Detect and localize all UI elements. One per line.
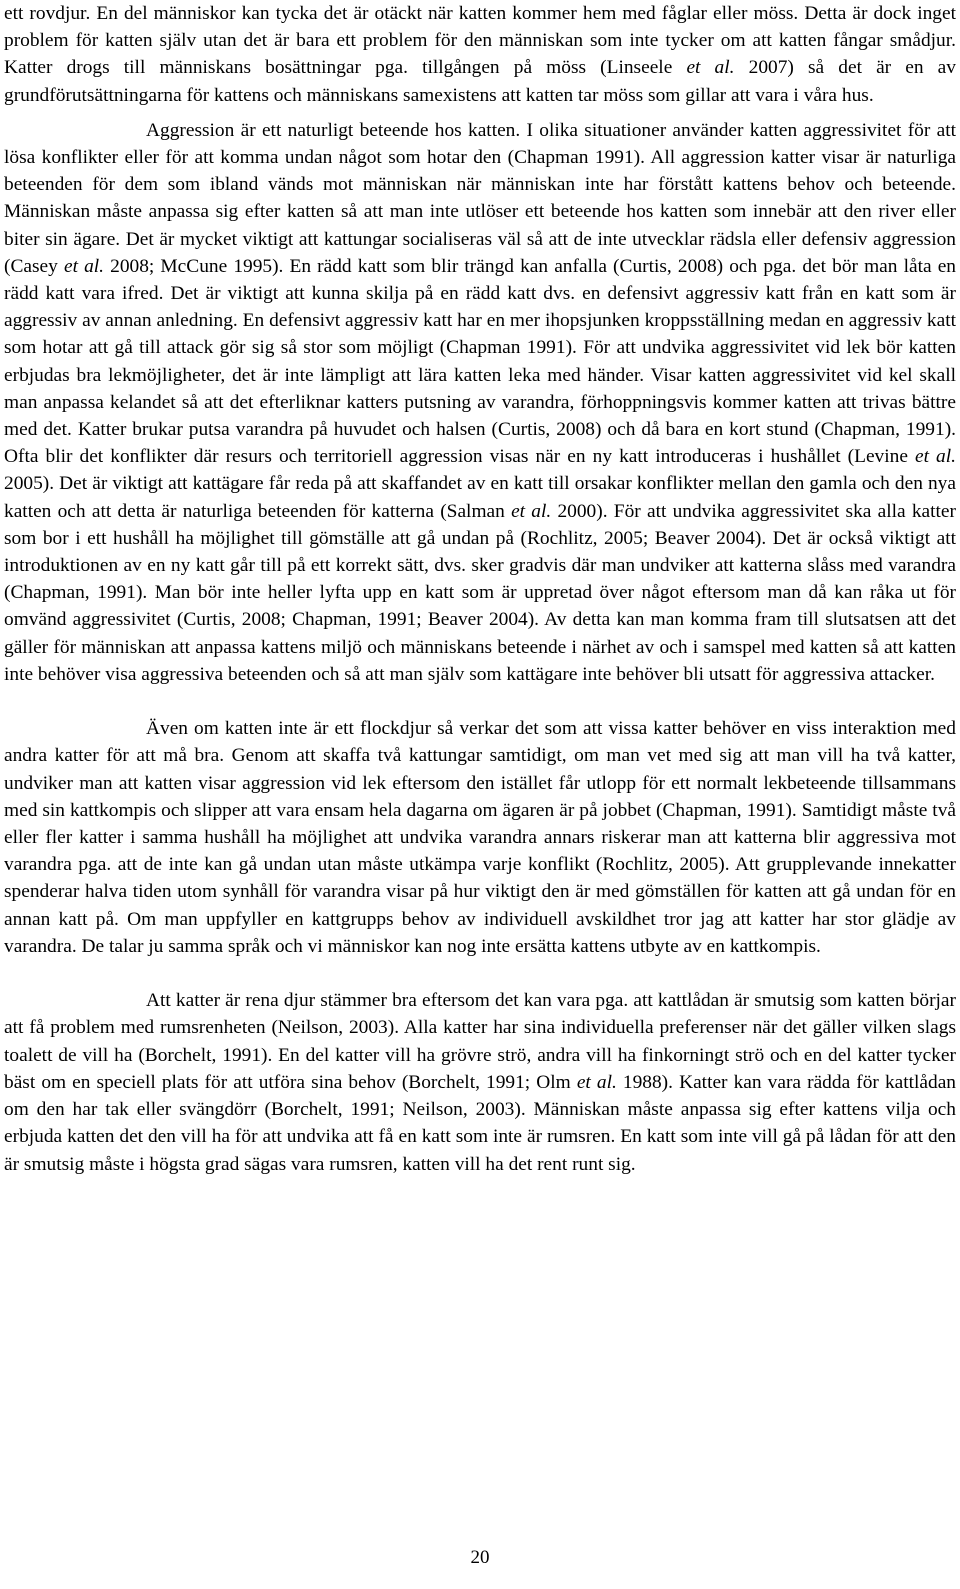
- body-text: [4, 0, 956, 1178]
- paragraph-cleanliness: Att katter är rena djur stämmer bra eftersom det kan vara pga. att kattlådan är smutsig som katten börjar att få problem med rumsrenheten (Neilson, 2003). Alla katter har sina individuella preferenser när det gäller vilken slags toalett de vill ha (Borchelt, 1991). En del katter vill ha grövre strö, andra vill ha finkorningt strö och en del katter tycker bäst om en speciell plats för att utföra sina behov (Borchelt, 1991; Olm et al. 1988). Katter kan vara rädda för kattlådan om den har tak eller svängdörr (Borchelt, 1991; Neilson, 2003). Människan måste anpassa sig efter kattens vilja och erbjuda katten det den vill ha för att undvika att få en katt som inte är rumsren. En katt som inte vill gå på lådan för att den är smutsig måste i högsta grad sägas vara rumsren, katten vill ha det rent runt sig.: [4, 990, 957, 1175]
- paragraph-continuation: ett rovdjur. En del människor kan tycka det är otäckt när katten kommer hem med fåglar eller möss. Detta är dock inget problem för katten själv utan det är bara ett problem för den människan som inte tycker om att katten fångar smådjur. Katter drogs till människans bosättningar pga. tillgången på möss (Linseele et al. 2007) så det är en av grundförutsättningarna för kattens och människans samexistens att katten tar möss som gillar att vara i våra hus.: [4, 3, 956, 106]
- paragraph-aggression: Aggression är ett naturligt beteende hos katten. I olika situationer använder katten aggressivitet för att lösa konflikter eller för att komma undan något som hotar den (Chapman 1991). All aggression katter visar är naturliga beteenden för dem som ibland vänds mot människan när människan inte har förstått kattens behov och beteende. Människan måste anpassa sig efter katten så att man inte utlöser ett beteende hos katten som innebär att den river eller biter sin ägare. Det är mycket viktigt att kattungar socialiseras väl så att de inte utvecklar rädsla eller defensiv aggression (Casey et al. 2008; McCune 1995). En rädd katt som blir trängd kan anfalla (Curtis, 2008) och pga. det bör man låta en rädd katt vara ifred. Det är viktigt att kunna skilja på en rädd katt dvs. en defensivt aggressiv katt från en katt som är aggressiv av annan anledning. En defensivt aggressiv katt har en mer ihopsjunken kroppsställning medan en aggressiv katt som hotar att gå till attack gör sig så stor som möjligt (Chapman 1991). För att undvika aggressivitet vid lek bör katten erbjudas bra lekmöjligheter, det är inte lämpligt att lära katten leka med händer. Visar katten aggressivitet vid kel skall man anpassa kelandet så att det efterliknar katters putsning av varandra, förhoppningsvis kommer katten att trivas bättre med det. Katter brukar putsa varandra på huvudet och halsen (Curtis, 2008) och då bara en kort stund (Chapman, 1991). Ofta blir det konflikter där resurs och territoriell aggression visas när en ny katt introduceras i hushållet (Levine et al. 2005). Det är viktigt att kattägare får reda på att skaffandet av en katt till orsakar konflikter mellan den gamla och den nya katten och att detta är naturliga beteenden för katterna (Salman et al. 2000). För att undvika aggressivitet ska alla katter som bor i ett hushåll ha möjlighet till gömställe att gå undan på (Rochlitz, 2005; Beaver 2004). Det är också viktigt att introduktionen av en ny katt går till på ett korrekt sätt, dvs. sker gradvis där man undviker att katterna slåss med varandra (Chapman, 1991). Man bör inte heller lyfta upp en katt som är uppretad över något eftersom man då kan råka ut för omvänd aggressivitet (Curtis, 2008; Chapman, 1991; Beaver 2004). Av detta kan man komma fram till slutsatsen att det gäller för människan att anpassa kattens miljö och människans beteende i närhet av och i samspel med katten så att katten inte behöver visa aggressiva beteenden och så att man själv som kattägare inte behöver bli utsatt för aggressiva attacker.: [4, 119, 956, 685]
- paragraph-social-interaction: Även om katten inte är ett flockdjur så verkar det som att vissa katter behöver en viss interaktion med andra katter för att må bra. Genom att skaffa två kattungar samtidigt, om man vet med sig att man vill ha två katter, undviker man att katten visar aggression vid lek eftersom den istället får utlopp för ett normalt lekbeteende tillsammans med sin kattkompis och slipper att vara ensam hela dagarna om ägaren är på jobbet (Chapman, 1991). Samtidigt måste två eller fler katter i samma hushåll ha möjlighet att undvika varandra annars riskerar man att katterna blir aggressiva mot varandra pga. att de inte kan gå undan utan måste utkämpa varje konflikt (Rochlitz, 2005). Att grupplevande innekatter spenderar halva tiden utom synhåll för varandra visar på hur viktigt den är med gömställen för katten att gå undan för en annan katt på. Om man uppfyller en kattgrupps behov av individuell avskildhet tror jag att katter har stor glädje av varandra. De talar ju samma språk och vi människor kan nog inte ersätta kattens utbyte av en kattkompis.: [4, 718, 956, 957]
- page-number: 20: [470, 1547, 490, 1568]
